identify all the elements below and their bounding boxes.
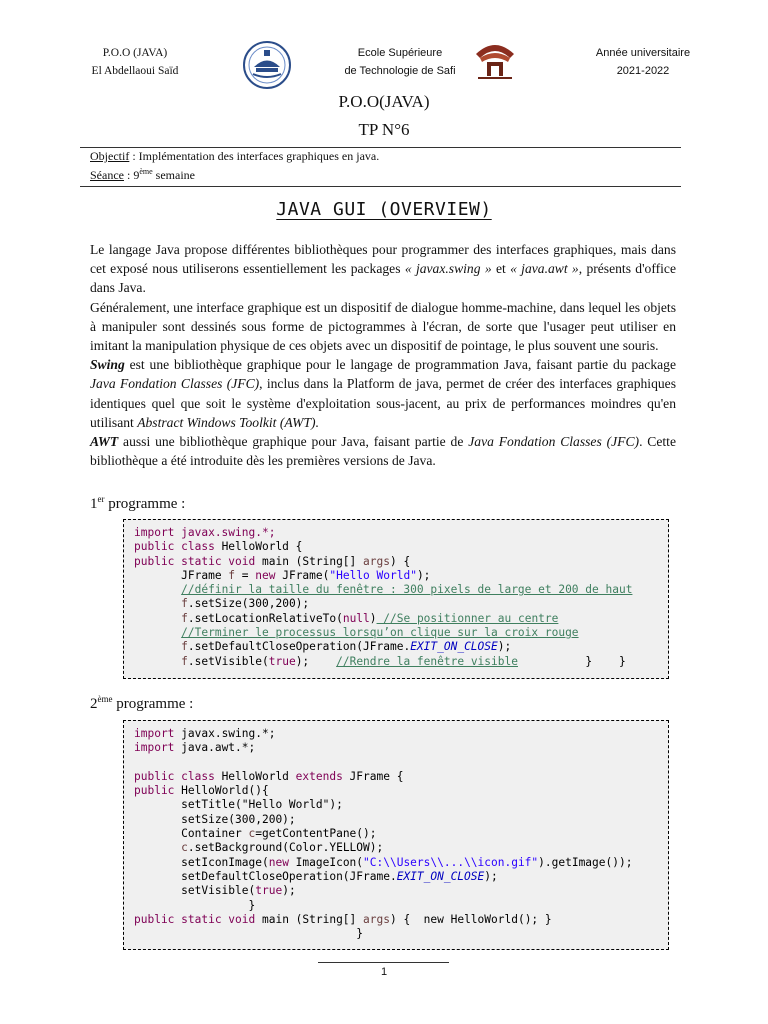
header-course: P.O.O (JAVA) <box>102 47 168 59</box>
header-school-line2: de Technologie de Safi <box>344 65 456 77</box>
code-token: new <box>268 855 289 869</box>
code-token: .setVisible( <box>187 654 269 668</box>
code-token: ).getImage()); <box>538 855 633 869</box>
p3-text-b: , inclus dans la Platform de java, permet de créer des interfaces graphiques identiques quel que soit le système d'exploitation sous-jacent, au prix de performances moindres qu'en utilisant <box>90 376 676 430</box>
code-token: args <box>363 912 390 926</box>
divider-bottom <box>80 186 681 187</box>
section-title <box>0 199 768 220</box>
session-label: Séance <box>90 168 124 182</box>
code-token: ) <box>369 611 377 625</box>
p3-text-a: est une bibliothèque graphique pour le langage de programmation Java, faisant partie du package <box>124 357 676 373</box>
p3-swing: Swing <box>90 357 125 373</box>
code-token: = <box>235 568 256 582</box>
code-token: HelloWorld <box>214 769 296 783</box>
paragraph-1 <box>90 240 676 298</box>
code-token: javax.swing.*; <box>174 727 276 740</box>
p4-awt: AWT <box>90 434 119 450</box>
p3-awt: Abstract Windows Toolkit (AWT). <box>137 414 319 430</box>
code-token: args <box>363 554 390 568</box>
university-logo-right <box>470 38 520 90</box>
p1-text-b: , présents d'office dans Java. <box>90 261 676 296</box>
code-token: =getContentPane(); <box>255 827 377 841</box>
program-2-text: programme : <box>112 696 194 712</box>
code-token: .setSize(300,200); <box>187 597 310 611</box>
p1-package-swing: « javax.swing » <box>404 261 492 277</box>
code-line: setTitle("Hello World"); <box>134 798 343 812</box>
section-title-text: JAVA GUI (OVERVIEW) <box>276 199 492 220</box>
code-token: "C:\\Users\\...\\icon.gif" <box>363 855 539 869</box>
code-comment: //Se positionner au centre <box>376 611 559 625</box>
code-line: setSize(300,200); <box>134 812 296 826</box>
code-token: ) { <box>389 554 411 568</box>
code-token: .setLocationRelativeTo( <box>187 611 343 625</box>
code-line: } <box>134 927 364 941</box>
course-title: P.O.O(JAVA) <box>338 92 430 111</box>
code-token: JFrame <box>134 568 229 582</box>
code-token: f <box>181 611 188 625</box>
code-token: HelloWorld(){ <box>174 784 269 798</box>
divider-top <box>80 147 681 148</box>
code-token: f <box>181 640 188 654</box>
code-token: java.awt.*; <box>174 741 256 755</box>
code-token: JFrame( <box>275 568 330 582</box>
code-token: true <box>268 654 296 668</box>
code-token: f <box>228 568 236 582</box>
objective-label: Objectif <box>90 149 130 163</box>
code-token: "Hello World" <box>329 568 417 582</box>
code-token: JFrame { <box>342 769 404 783</box>
code-token: ); <box>295 654 337 668</box>
p1-text-a: Le langage Java propose différentes bibliothèques pour programmer des interfaces graphiques, mais dans cet exposé nous utiliserons essentiellement les packages <box>90 242 676 277</box>
code-token: c <box>248 827 256 841</box>
code-token: ) { new HelloWorld(); } <box>389 912 552 926</box>
code-token: c <box>181 841 188 855</box>
code-token: Container <box>134 827 249 841</box>
code-block-1 <box>123 519 669 679</box>
code-token <box>134 841 181 854</box>
code-token: public static void <box>134 912 256 926</box>
session-suffix: semaine <box>152 168 195 182</box>
code-token: extends <box>295 769 343 783</box>
program-2-num: 2 <box>90 696 98 712</box>
code-token: } } <box>517 654 626 668</box>
objective-text: : Implémentation des interfaces graphiques en java. <box>129 149 380 163</box>
code-comment: //Rendre la fenêtre visible <box>336 654 518 668</box>
header-year-value: 2021-2022 <box>616 65 670 77</box>
code-token: main (String[] <box>255 912 364 926</box>
header-author: El Abdellaoui Saïd <box>91 65 179 77</box>
code-1 <box>124 520 668 675</box>
objective-line <box>90 149 379 164</box>
program-1-label <box>90 494 185 513</box>
header-year-label: Année universitaire <box>595 47 691 59</box>
p4-text-b: . Cette bibliothèque a été introduite dès les premières versions de Java. <box>90 434 676 469</box>
session-sup: ème <box>139 167 153 176</box>
code-token: setDefaultCloseOperation(JFrame. <box>134 869 397 883</box>
code-line: } <box>134 898 256 912</box>
code-token: main (String[] <box>255 554 364 568</box>
code-comment: //définir la taille du fenêtre : 300 pixels de large et 200 de haut <box>181 583 633 597</box>
code-token: public class <box>134 769 215 783</box>
p4-jfc: Java Fondation Classes (JFC) <box>468 434 640 450</box>
code-token: ); <box>497 640 512 654</box>
code-token: true <box>255 884 283 898</box>
code-token: setVisible( <box>134 884 256 898</box>
code-token: .setBackground(Color.YELLOW); <box>187 841 384 855</box>
p1-et: et <box>491 261 511 277</box>
program-1-num: 1 <box>90 496 98 512</box>
code-token: f <box>181 597 188 611</box>
intro-paragraphs <box>90 240 676 470</box>
code-token: import <box>134 741 175 755</box>
footer-divider <box>318 962 449 963</box>
code-token: new <box>255 568 276 582</box>
code-token: ); <box>416 568 431 582</box>
code-token: null <box>342 611 370 625</box>
program-2-sup: ème <box>97 694 113 704</box>
header-school <box>330 44 470 80</box>
code-token: setIconImage( <box>134 855 269 869</box>
code-token: import <box>134 727 175 740</box>
code-token: HelloWorld { <box>214 540 303 554</box>
header-course-author <box>80 44 190 80</box>
code-token: .setDefaultCloseOperation(JFrame. <box>187 640 411 654</box>
program-2-label <box>90 694 193 713</box>
code-token: public static void <box>134 554 256 568</box>
paragraph-2: Généralement, une interface graphique est un dispositif de dialogue homme-machine, dans lequel les objets à manipuler sont dessinés sous forme de pictogrammes à l'écran, de sorte que l'usager peut utiliser en imitant la manipulation physique de ces objets avec un dispositif de pointage, le plus souvent une souris. <box>90 299 676 354</box>
program-1-text: programme : <box>104 496 186 512</box>
tp-title: TP N°6 <box>358 120 410 139</box>
code-token: ImageIcon( <box>288 855 364 869</box>
code-token: EXIT_ON_CLOSE <box>396 869 485 883</box>
code-token: public class <box>134 540 215 554</box>
page-number: 1 <box>380 966 388 978</box>
school-logo-left <box>242 40 292 90</box>
paragraph-4 <box>90 432 676 470</box>
session-prefix: : 9 <box>123 168 140 182</box>
header-school-line1: Ecole Supérieure <box>357 47 443 59</box>
code-block-2 <box>123 720 669 950</box>
code-comment: //Terminer le processus lorsqu’on clique sur la croix rouge <box>181 626 579 640</box>
paragraph-3 <box>90 355 676 432</box>
session-line <box>90 167 195 183</box>
p4-text-a: aussi une bibliothèque graphique pour Java, faisant partie de <box>118 434 469 450</box>
code-line: import javax.swing.*; <box>134 526 276 539</box>
p3-jfc: Java Fondation Classes (JFC) <box>90 376 260 392</box>
program-1-sup: er <box>97 494 105 504</box>
p1-package-awt: « java.awt » <box>510 261 579 277</box>
page-header <box>0 40 768 90</box>
code-token: EXIT_ON_CLOSE <box>410 640 498 654</box>
code-token: f <box>181 654 188 668</box>
code-token: ); <box>282 884 296 898</box>
header-academic-year <box>583 44 703 80</box>
code-2 <box>124 721 668 947</box>
code-token: ); <box>484 869 498 883</box>
code-token: public <box>134 784 175 798</box>
